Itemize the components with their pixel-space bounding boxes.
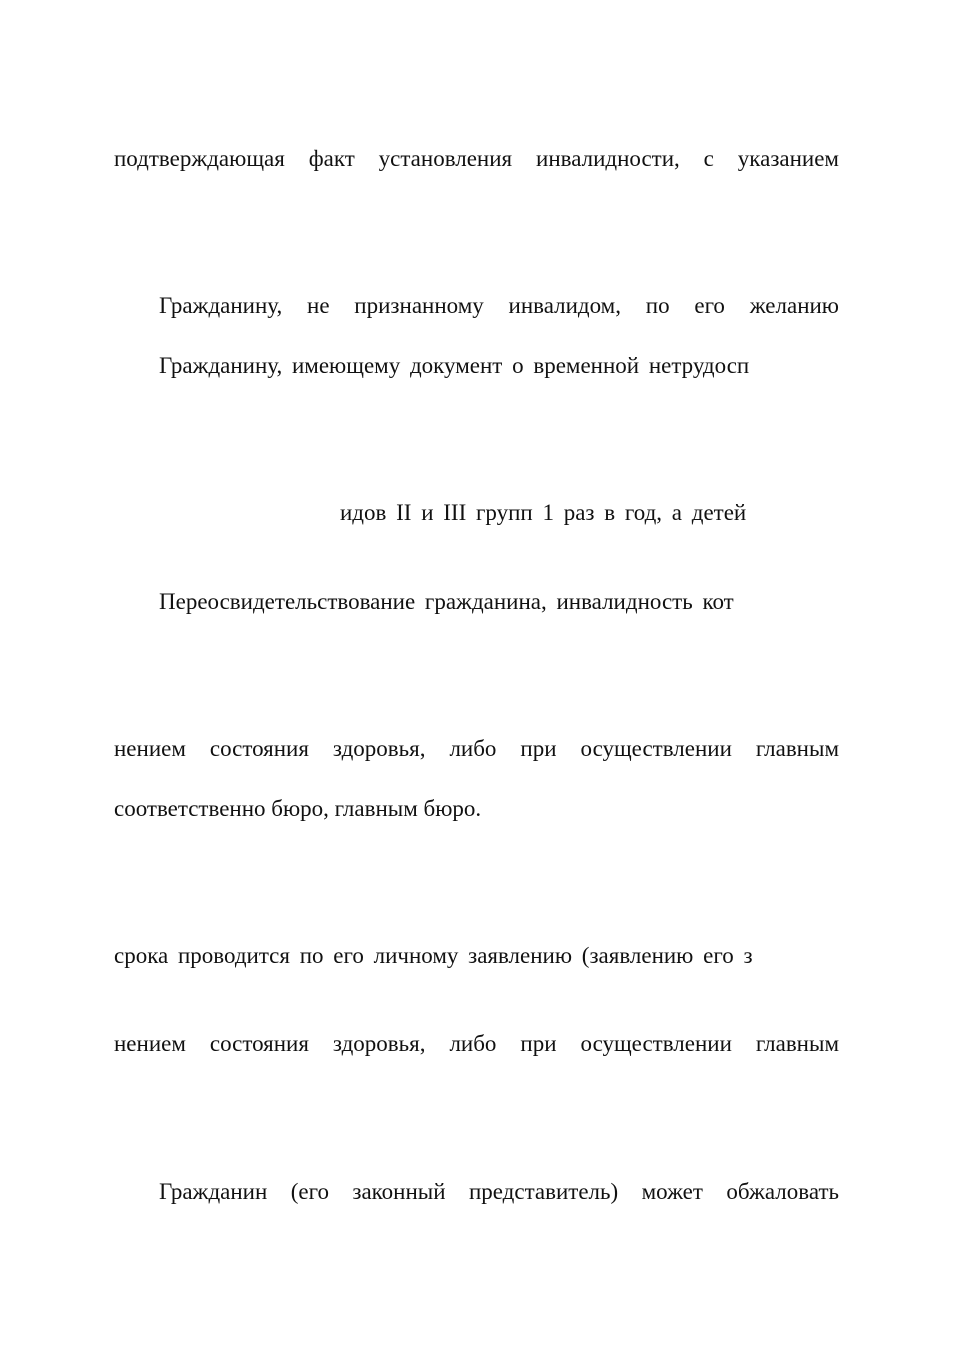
text-line: Гражданин (его законный представитель) может обжаловать (159, 1179, 839, 1204)
text-line: Гражданину, имеющему документ о временной нетрудосп (159, 353, 750, 378)
text-line: Переосвидетельствование гражданина, инвалидность кот (159, 589, 734, 614)
text-line: нением состояния здоровья, либо при осуществлении главным (114, 1031, 839, 1056)
text-line: подтверждающая факт установления инвалидности, с указанием (114, 146, 839, 171)
text-line: соответственно бюро, главным бюро. (114, 796, 482, 821)
text-line: идов II и III групп 1 раз в год, а детей (340, 500, 747, 525)
text-line: Гражданину, не признанному инвалидом, по его желанию (159, 293, 839, 318)
text-line: нением состояния здоровья, либо при осуществлении главным (114, 736, 839, 761)
text-line: срока проводится по его личному заявлению (заявлению его з (114, 943, 753, 968)
